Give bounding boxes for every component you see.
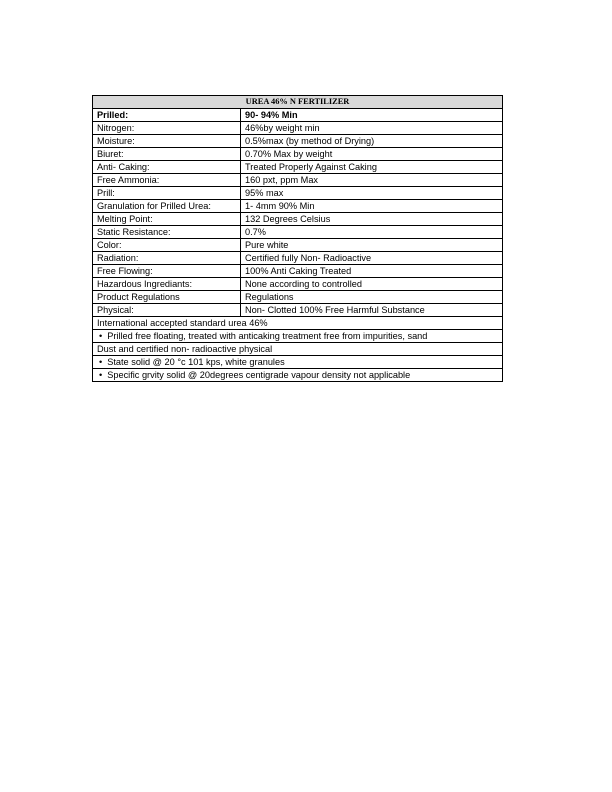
table-row [93,187,503,200]
table-row [93,265,503,278]
row-label: Physical: [93,304,241,317]
table-row [93,122,503,135]
row-value: Non- Clotted 100% Free Harmful Substance [241,304,503,317]
row-label: Moisture: [93,135,241,148]
table-row [93,226,503,239]
row-value: 95% max [241,187,503,200]
row-label: Hazardous Ingrediants: [93,278,241,291]
row-label: Granulation for Prilled Urea: [93,200,241,213]
header-value: 90- 94% Min [241,109,503,122]
table-row [93,252,503,265]
table-row [93,278,503,291]
note-row [93,317,503,330]
row-label: Static Resistance: [93,226,241,239]
row-value: 0.70% Max by weight [241,148,503,161]
header-label: Prilled: [93,109,241,122]
table-row [93,161,503,174]
row-label: Color: [93,239,241,252]
table-title: UREA 46% N FERTILIZER [93,96,503,109]
row-value: 1- 4mm 90% Min [241,200,503,213]
bullet-note: • Prilled free floating, treated with anticaking treatment free from impurities, sand [93,330,503,343]
note-row [93,356,503,369]
row-label: Biuret: [93,148,241,161]
row-label: Melting Point: [93,213,241,226]
table-row [93,174,503,187]
row-label: Free Ammonia: [93,174,241,187]
row-value: Certified fully Non- Radioactive [241,252,503,265]
table-row [93,291,503,304]
table-row [93,304,503,317]
table-row [93,239,503,252]
table-row [93,148,503,161]
row-label: Prill: [93,187,241,200]
row-value: 0.5%max (by method of Drying) [241,135,503,148]
row-label: Free Flowing: [93,265,241,278]
bullet-note: • State solid @ 20 °c 101 kps, white granules [93,356,503,369]
note-text: International accepted standard urea 46% [93,317,503,330]
title-row [93,96,503,109]
row-label: Radiation: [93,252,241,265]
row-value: 100% Anti Caking Treated [241,265,503,278]
row-value: Pure white [241,239,503,252]
row-value: 160 pxt, ppm Max [241,174,503,187]
row-value: Treated Properly Against Caking [241,161,503,174]
table-row [93,135,503,148]
row-label: Nitrogen: [93,122,241,135]
note-row [93,330,503,343]
row-label: Anti- Caking: [93,161,241,174]
row-value: None according to controlled [241,278,503,291]
row-value: 46%by weight min [241,122,503,135]
row-value: Regulations [241,291,503,304]
row-label: Product Regulations [93,291,241,304]
table-row [93,213,503,226]
row-value: 0.7% [241,226,503,239]
note-text: Dust and certified non- radioactive physical [93,343,503,356]
bullet-note: • Specific grvity solid @ 20degrees centigrade vapour density not applicable [93,369,503,382]
note-row [93,343,503,356]
spec-table [92,95,503,382]
row-value: 132 Degrees Celsius [241,213,503,226]
header-row [93,109,503,122]
table-row [93,200,503,213]
note-row [93,369,503,382]
